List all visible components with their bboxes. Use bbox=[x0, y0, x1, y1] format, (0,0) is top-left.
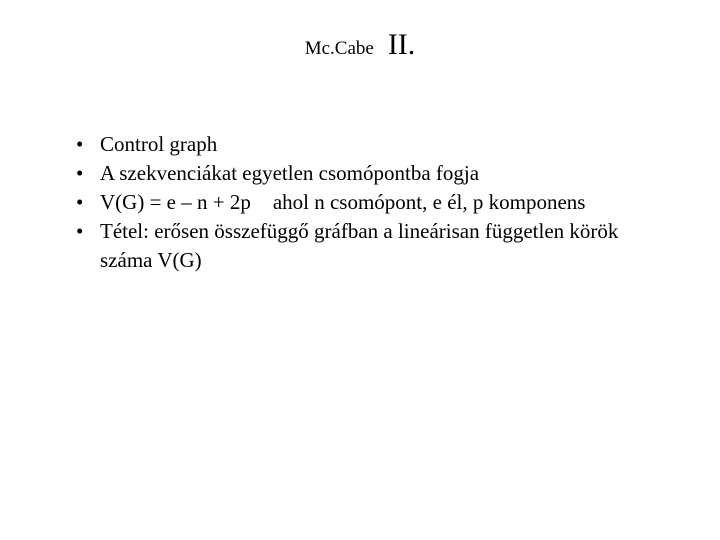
bullet-marker: • bbox=[76, 161, 84, 185]
formula-explanation: ahol n csomópont, e él, p komponens bbox=[272, 190, 586, 214]
bullet-item-theorem bbox=[76, 217, 676, 275]
bullet-list bbox=[76, 130, 676, 275]
bullet-item-formula bbox=[76, 188, 676, 217]
slide-title bbox=[0, 28, 720, 62]
bullet-marker: • bbox=[76, 132, 84, 156]
bullet-text: Control graph bbox=[100, 132, 218, 156]
bullet-text: A szekvenciákat egyetlen csomópontba fogja bbox=[100, 161, 480, 185]
bullet-item-sequences bbox=[76, 159, 676, 188]
formula-text: V(G) = e – n + 2p bbox=[100, 190, 251, 214]
bullet-item-control-graph bbox=[76, 130, 676, 159]
bullet-marker: • bbox=[76, 190, 84, 214]
bullet-text: Tétel: erősen összefüggő gráfban a lineárisan független körök száma V(G) bbox=[100, 219, 619, 272]
slide-title-numeral: II. bbox=[387, 28, 416, 61]
slide-title-main: Mc.Cabe bbox=[304, 38, 374, 59]
bullet-marker: • bbox=[76, 219, 84, 243]
